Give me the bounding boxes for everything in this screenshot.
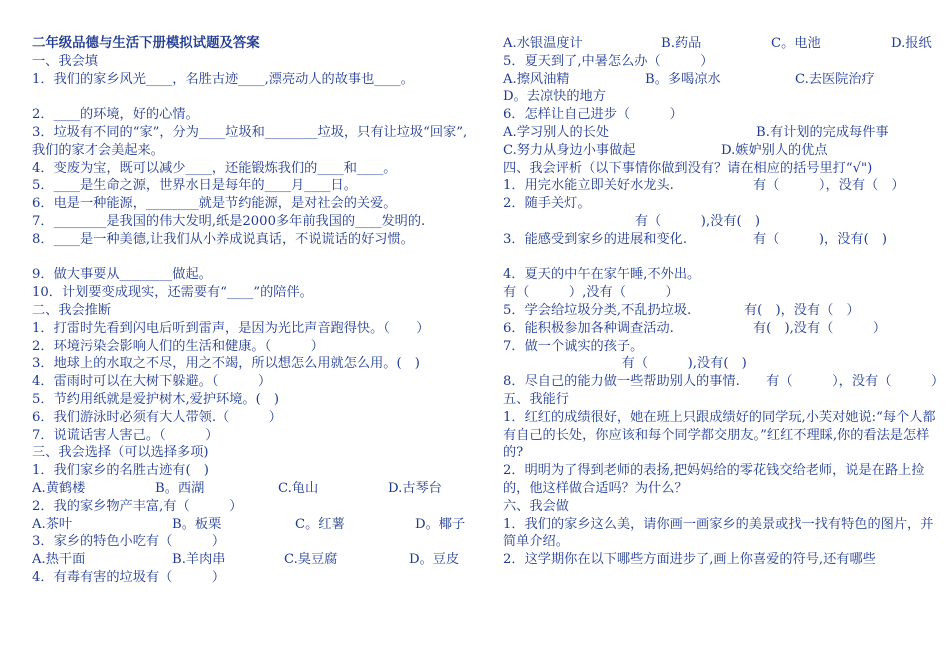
choice-options	[503, 35, 943, 53]
choice-option: B.羊肉串	[172, 552, 226, 568]
choice-options	[32, 551, 478, 569]
question-line: 1．我们的家乡风光____，名胜古迹____,漂亮动人的故事也____。	[32, 71, 414, 87]
question-line: 2．我的家乡物产丰富,有（ ）	[32, 498, 243, 514]
question-line: 5．____是生命之源，世界水日是每年的____月____日。	[32, 178, 357, 194]
question-line: 5．学会给垃圾分类,不乱扔垃圾. 有( )，没有（ ）	[503, 302, 860, 318]
choice-option: A.学习别人的长处	[503, 124, 610, 140]
question-line: 2．明明为了得到老师的表扬,把妈妈给的零花钱交给老师，说是在路上捡的，他这样做合适吗？为什么？	[503, 463, 925, 496]
choice-option: A.擦风油精	[503, 71, 570, 87]
question-line: 2．随手关灯。	[503, 196, 591, 212]
question-line: 10．计划要变成现实，还需要有“____”的陪伴。	[32, 285, 313, 301]
section-heading: 五、我能行	[503, 391, 569, 407]
answer-line: 有（ ),没有( )	[503, 356, 747, 372]
question-line: 6．能积极参加各种调查活动. 有( ),没有（ ）	[503, 320, 887, 336]
choice-option: C。电池	[771, 36, 821, 51]
question-line: 7．________是我国的伟大发明,纸是2000多年前我国的____发明的.	[32, 213, 426, 229]
section-heading: 六、我会做	[503, 498, 569, 514]
choice-option: A.水银温度计	[503, 36, 583, 51]
choice-option: D.古琴台	[388, 480, 442, 496]
answer-line: 有（ ）,没有（ ）	[503, 285, 679, 301]
question-line: 7．做一个诚实的孩子。	[503, 338, 644, 354]
choice-options	[503, 124, 943, 142]
choice-option: B。板栗	[172, 516, 222, 532]
choice-option: A.黄鹤楼	[32, 480, 86, 496]
section-heading: 三、我会选择（可以选择多项)	[32, 445, 209, 461]
question-line: 6．我们游泳时必须有大人带领.（ ）	[32, 409, 282, 425]
choice-option: C。红薯	[295, 516, 345, 532]
choice-option: B.有计划的完成每件事	[756, 124, 889, 140]
blank-line	[32, 88, 478, 106]
question-line: 1．我们的家乡这么美，请你画一画家乡的美景或找一找有特色的图片，并简单介绍。	[503, 516, 934, 550]
right-column	[503, 35, 943, 569]
question-line: 9．做大事要从________做起。	[32, 267, 212, 283]
question-line: 1．红红的成绩很好，她在班上只跟成绩好的同学玩,小芙对她说:“每个人都有自己的长处，你应该和每个同学都交朋友。”红红不理睬,你的看法是怎样的?	[503, 409, 936, 461]
choice-option: C.去医院治疗	[795, 71, 875, 87]
question-line: 5．夏天到了,中暑怎么办（ ）	[503, 53, 714, 69]
choice-option: B.药品	[661, 36, 702, 51]
question-line: 6．怎样让自己进步（ ）	[503, 107, 683, 123]
section-heading: 四、我会评析（以下事情你做到没有？请在相应的括号里打“√")	[503, 160, 873, 176]
question-line: 8．尽自己的能力做一些帮助别人的事情. 有（ ），没有（ ）	[503, 374, 945, 390]
section-heading: 一、我会填	[32, 53, 98, 69]
choice-option: B。多喝凉水	[645, 71, 721, 87]
page-title: 二年级品德与生活下册模拟试题及答案	[32, 36, 260, 51]
question-line: 2．这学期你在以下哪些方面进步了,画上你喜爱的符号,还有哪些	[503, 552, 876, 568]
question-line: 4．雷雨时可以在大树下躲避。（ ）	[32, 374, 272, 390]
choice-option: D。椰子	[415, 516, 466, 532]
question-line: 1．用完水能立即关好水龙头. 有（ ），没有（ ）	[503, 178, 905, 194]
choice-option: A.茶叶	[32, 516, 73, 532]
question-line: 6．电是一种能源，________就是节约能源，是对社会的关爱。	[32, 196, 397, 212]
choice-option: D.报纸	[891, 36, 932, 51]
question-line: 2．____的环境，好的心情。	[32, 107, 199, 123]
question-line: 3．能感受到家乡的进展和变化. 有（ )，没有( )	[503, 231, 888, 247]
choice-option: A.热干面	[32, 552, 86, 568]
choice-options	[503, 142, 943, 160]
question-line: 5．节约用纸就是爱护树木,爱护环境。( )	[32, 391, 280, 407]
left-column	[32, 35, 478, 587]
choice-option: B。西湖	[155, 480, 205, 496]
choice-option: D。去凉快的地方	[503, 89, 606, 105]
choice-options	[503, 71, 943, 89]
choice-option: C.臭豆腐	[284, 552, 338, 568]
question-line: 3．家乡的特色小吃有（ ）	[32, 534, 226, 550]
choice-option: C.龟山	[278, 480, 319, 496]
question-line: 4．有毒有害的垃圾有（ ）	[32, 569, 226, 585]
question-line: 8．____是一种美德,让我们从小养成说真话，不说谎话的好习惯。	[32, 231, 414, 247]
choice-option: D.嫉妒别人的优点	[721, 142, 828, 158]
section-heading: 二、我会推断	[32, 302, 112, 318]
blank-line	[32, 249, 478, 267]
blank-line	[503, 249, 943, 267]
question-line: 7．说谎话害人害己。（ ）	[32, 427, 219, 443]
question-line: 3．垃圾有不同的“家”，分为____垃圾和________垃圾，只有让垃圾“回家”,我们的家才会美起来。	[32, 124, 468, 158]
question-line: 3．地球上的水取之不尽，用之不竭，所以想怎么用就怎么用。( )	[32, 356, 420, 372]
choice-option: C.努力从身边小事做起	[503, 142, 636, 158]
question-line: 4．夏天的中午在家午睡,不外出。	[503, 267, 701, 283]
question-line: 1．我们家乡的名胜古迹有( )	[32, 463, 209, 479]
answer-line: 有（ ),没有( )	[503, 213, 761, 229]
question-line: 2．环境污染会影响人们的生活和健康。（ ）	[32, 338, 324, 354]
choice-option: D。豆皮	[409, 552, 460, 568]
choice-options	[32, 480, 478, 498]
question-line: 4．变废为宝，既可以减少____，还能锻炼我们的____和____。	[32, 160, 397, 176]
choice-options	[32, 516, 478, 534]
question-line: 1．打雷时先看到闪电后听到雷声，是因为光比声音跑得快。（ ）	[32, 320, 430, 336]
